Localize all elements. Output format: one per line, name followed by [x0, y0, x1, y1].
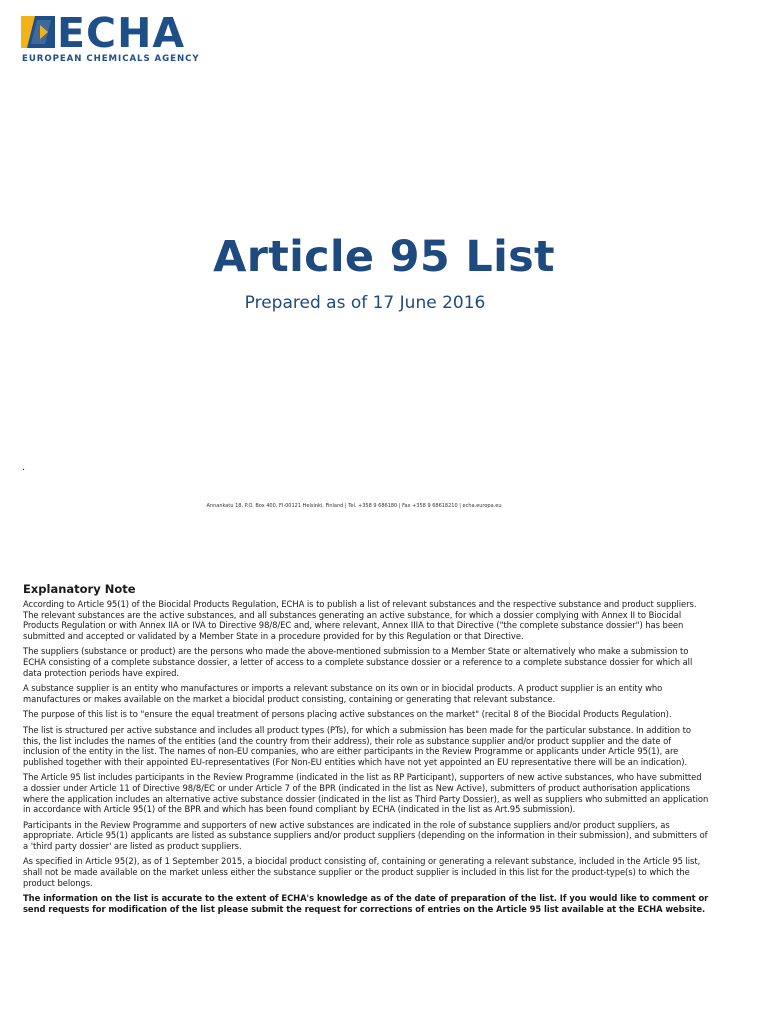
- logo-wordmark: ECHA: [57, 9, 186, 57]
- document-title: Article 95 List: [213, 232, 555, 282]
- note-paragraph: The suppliers (substance or product) are the persons who made the above-mentioned submission to a Member State or alternatively who make a submission to ECHA consisting of a complete substance dossier, a letter of access to a complete substance dossier or a reference to a complete substance dossier for which all data protection periods have expired.: [23, 646, 693, 678]
- note-paragraph: A substance supplier is an entity who manufactures or imports a relevant substance on its own or in biocidal products. A product supplier is an entity who manufactures or makes available on the market a biocidal product consisting, containing or generating that relevant substance.: [23, 683, 663, 704]
- note-paragraph: The Article 95 list includes participants in the Review Programme (indicated in the list as RP Participant), supporters of new active substances, who have submitted a dossier under Article 11 of Directive 98/8/EC or under Article 7 of the BPR (indicated in the list as New Active), submitters of product authorisation applications where the application includes an alternative active substance dossier (indicated in the list as Third Party Dossier), as well as suppliers who submitted an application in accordance with Article 95(1) of the BPR and which has been found compliant by ECHA (indicated in the list as Art.95 submission).: [23, 772, 709, 815]
- note-paragraph: According to Article 95(1) of the Biocidal Products Regulation, ECHA is to publish a list of relevant substances and the respective substance and product suppliers. The relevant substances are the active substances, and all substances generating an active substance, for which a dossier complying with Annex II to Biocidal Products Regulation or with Annex IIA or IVA to Directive 98/8/EC and, where relevant, Annex IIIA to that Directive ("the complete substance dossier") has been submitted and accepted or validated by a Member State in a procedure provided for by this Regulation or that Directive.: [23, 599, 697, 641]
- echa-logo-mark-icon: [21, 16, 55, 48]
- document-subtitle: Prepared as of 17 June 2016: [244, 293, 486, 313]
- note-closing-bold: The information on the list is accurate to the extent of ECHA's knowledge as of the date of preparation of the list. If you would like to comment or send requests for modification of the list please submit the request for corrections of entries on the Article 95 list available at the ECHA website.: [23, 893, 709, 914]
- explanatory-note: [23, 582, 709, 919]
- agency-name: EUROPEAN CHEMICALS AGENCY: [22, 54, 200, 64]
- footer-address: Annankatu 18, P.O. Box 400, FI-00121 Helsinki, Finland | Tel. +358 9 686180 | Fax +358 9 68618210 | echa.europa.eu: [206, 503, 502, 509]
- note-paragraph: The list is structured per active substance and includes all product types (PTs), for which a submission has been made for the particular substance. In addition to this, the list includes the names of the entities (and the country from their address), their role as substance supplier and/or product supplier and the date of inclusion of the entity in the list. The names of non-EU companies, who are either participants in the Review Programme or applicants under Article 95(1), are published together with their appointed EU-representatives (For Non-EU entities which have not yet appointed an EU representative there will be an indication).: [23, 724, 691, 767]
- note-paragraph: The purpose of this list is to "ensure the equal treatment of persons placing active substances on the market" (recital 8 of the Biocidal Products Regulation).: [23, 709, 672, 720]
- stray-dot: .: [22, 462, 26, 473]
- explanatory-note-heading: Explanatory Note: [23, 582, 136, 596]
- note-paragraph: Participants in the Review Programme and supporters of new active substances are indicated in the role of substance suppliers and/or product suppliers, as appropriate. Article 95(1) applicants are listed as substance suppliers and/or product suppliers (depending on the information in their submission), and submitters of a 'third party dossier' are listed as product suppliers.: [23, 819, 708, 851]
- note-paragraph: As specified in Article 95(2), as of 1 September 2015, a biocidal product consisting of, containing or generating a relevant substance, included in the Article 95 list, shall not be made available on the market unless either the substance supplier or the product supplier is included in this list for the product-type(s) to which the product belongs.: [23, 856, 701, 888]
- echa-logo: [21, 9, 221, 66]
